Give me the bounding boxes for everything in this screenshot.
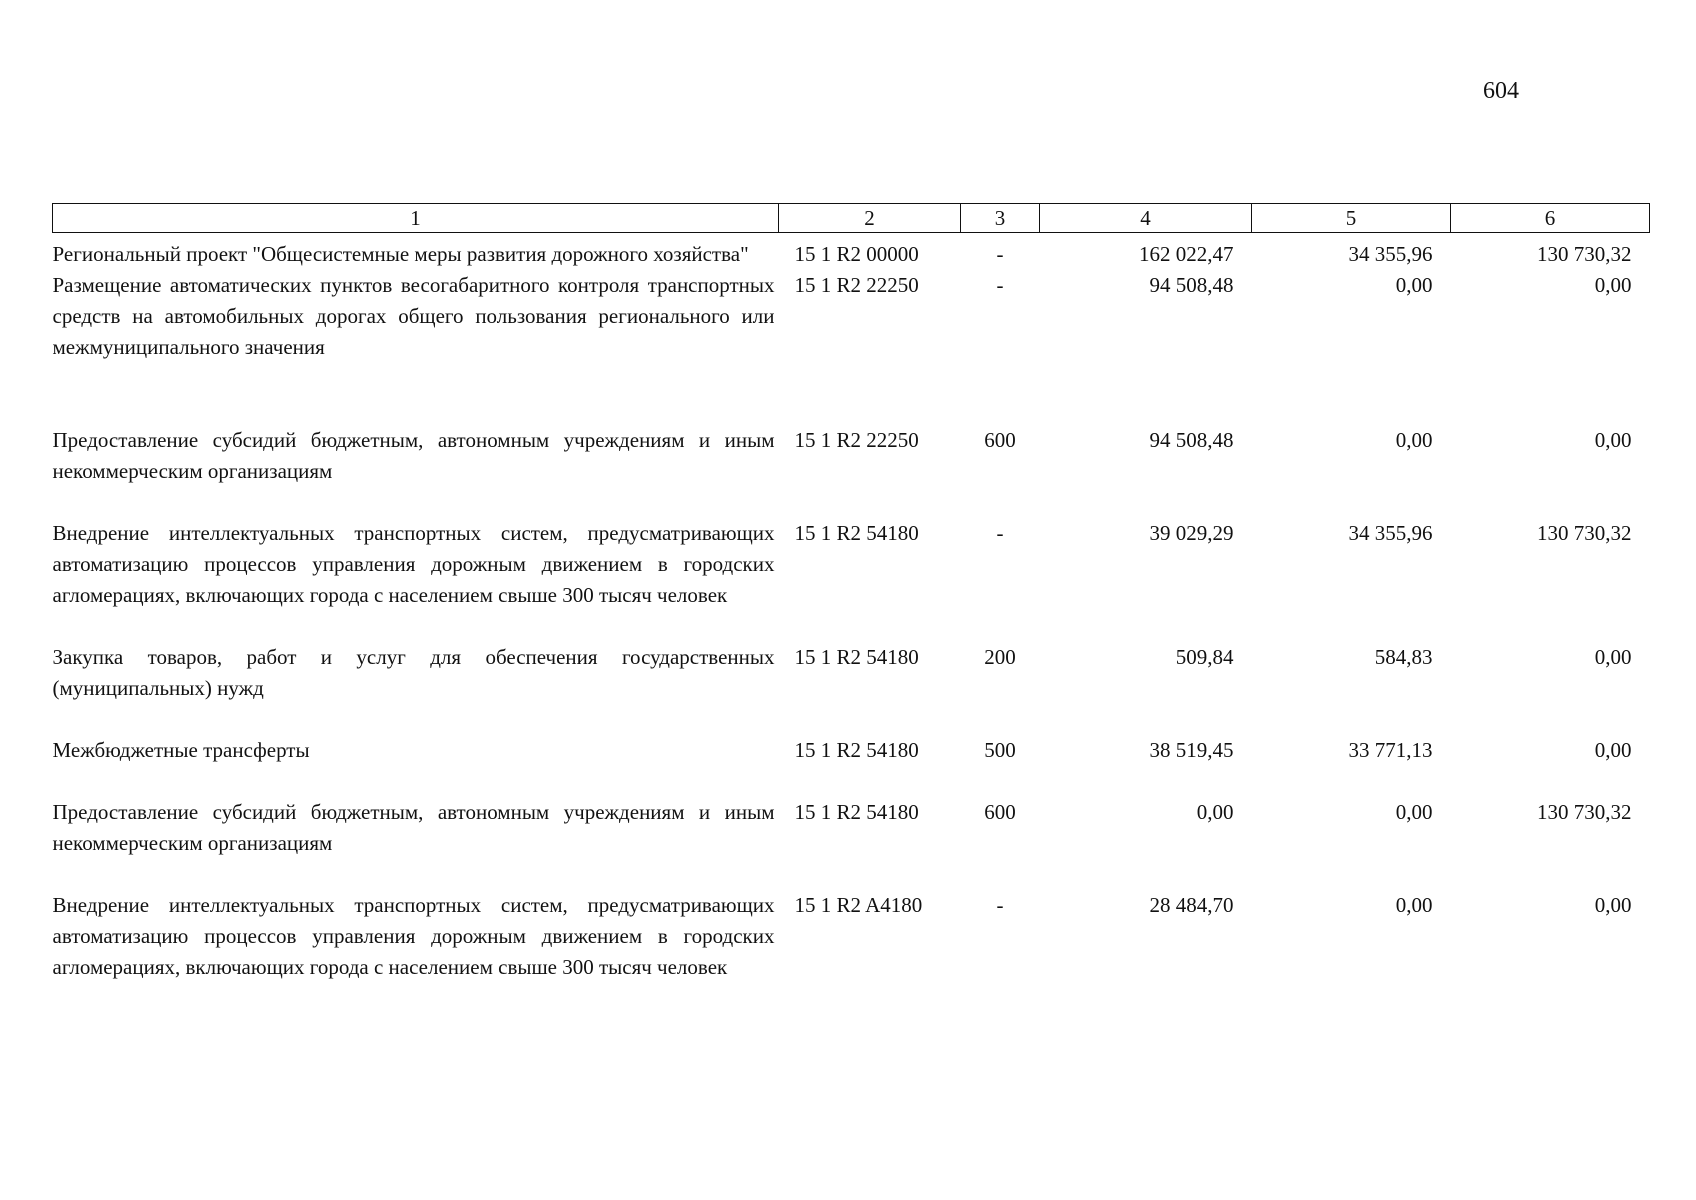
header-cell-2: 2 [779,204,961,233]
row-value-6: 0,00 [1594,893,1632,917]
row-value-6: 130 730,32 [1537,800,1632,824]
row-value-6: 0,00 [1594,645,1632,669]
row-value-4: 39 029,29 [1149,521,1234,545]
row-value-6: 0,00 [1594,273,1632,297]
row-kind: - [996,521,1004,545]
row-kind: - [996,242,1004,266]
row-value-4: 509,84 [1175,645,1234,669]
row-name: Внедрение интеллектуальных транспортных систем, предусматривающих автоматизацию процессов управления дорожным движением в городских агломерациях, включающих города с населением свыше 300 тысяч человек [52,893,775,979]
table-row [53,233,1650,271]
row-value-4: 94 508,48 [1149,428,1234,452]
row-value-5: 0,00 [1395,428,1433,452]
row-name: Закупка товаров, работ и услуг для обеспечения государственных (муниципальных) нужд [52,645,775,700]
row-name: Размещение автоматических пунктов весогабаритного контроля транспортных средств на автомобильных дорогах общего пользования регионального или межмуниципального значения [52,273,775,359]
budget-table [52,203,1650,983]
table-row [53,797,1650,890]
header-row [53,204,1650,233]
row-value-6: 130 730,32 [1537,521,1632,545]
row-kind: - [996,893,1004,917]
row-kind: 600 [984,428,1016,452]
page-number: 604 [1483,78,1519,104]
row-value-4: 0,00 [1196,800,1234,824]
table-row [53,642,1650,735]
row-code: 15 1 R2 A4180 [794,893,923,917]
row-code: 15 1 R2 54180 [794,521,919,545]
row-value-5: 0,00 [1395,800,1433,824]
table-body [53,233,1650,984]
row-value-5: 584,83 [1374,645,1433,669]
row-code: 15 1 R2 00000 [794,242,919,266]
row-kind: 500 [984,738,1016,762]
table-row [53,890,1650,983]
row-value-4: 28 484,70 [1149,893,1234,917]
table-header [53,204,1650,233]
header-cell-6: 6 [1451,204,1650,233]
row-code: 15 1 R2 54180 [794,738,919,762]
row-kind: 600 [984,800,1016,824]
row-kind: 200 [984,645,1016,669]
row-name: Предоставление субсидий бюджетным, автономным учреждениям и иным некоммерческим организациям [52,428,775,483]
row-kind: - [996,273,1004,297]
row-value-5: 0,00 [1395,893,1433,917]
row-value-5: 33 771,13 [1348,738,1433,762]
header-cell-4: 4 [1040,204,1252,233]
row-name: Предоставление субсидий бюджетным, автономным учреждениям и иным некоммерческим организациям [52,800,775,855]
table-row [53,518,1650,642]
row-value-4: 94 508,48 [1149,273,1234,297]
row-code: 15 1 R2 54180 [794,800,919,824]
header-cell-1: 1 [53,204,779,233]
row-value-5: 0,00 [1395,273,1433,297]
row-value-6: 0,00 [1594,738,1632,762]
table-row [53,425,1650,518]
row-value-5: 34 355,96 [1348,242,1433,266]
row-name: Межбюджетные трансферты [52,738,310,762]
row-name: Внедрение интеллектуальных транспортных систем, предусматривающих автоматизацию процессов управления дорожным движением в городских агломерациях, включающих города с населением свыше 300 тысяч человек [52,521,775,607]
header-cell-3: 3 [961,204,1040,233]
row-value-5: 34 355,96 [1348,521,1433,545]
row-code: 15 1 R2 22250 [794,428,919,452]
row-value-4: 38 519,45 [1149,738,1234,762]
table-row [53,735,1650,797]
row-name: Региональный проект "Общесистемные меры развития дорожного хозяйства" [52,242,749,266]
row-code: 15 1 R2 54180 [794,645,919,669]
row-value-6: 0,00 [1594,428,1632,452]
row-code: 15 1 R2 22250 [794,273,919,297]
header-cell-5: 5 [1252,204,1451,233]
table-row [53,270,1650,425]
row-value-6: 130 730,32 [1537,242,1632,266]
row-value-4: 162 022,47 [1139,242,1234,266]
